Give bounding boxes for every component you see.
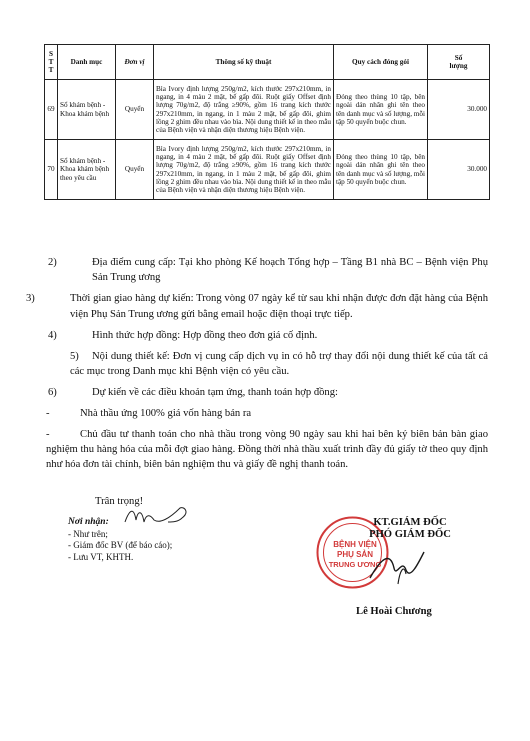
header-unit: Đơn vị	[116, 45, 154, 80]
cell-spec: Bìa Ivory định lượng 250g/m2, kích thước 297x210mm, in ngang, in 4 màu 2 mặt, bế gấp đôi. Ruột giấy Offset định lượng 70g/m2, độ trắng ≥90%, gồm 16 trang kích thước 297x210mm, in ngang, in 1 màu 2 mặt, bế gấp đôi, ghim lồng 2 ghim đều nhau vào bìa. Nội dung thiết kế in theo mẫu của Bệnh viện và nhận diện thương hiệu Bệnh viện.	[154, 80, 334, 140]
body-text	[26, 255, 488, 478]
recipients-block	[68, 517, 172, 563]
cell-spec: Bìa Ivory định lượng 250g/m2, kích thước 297x210mm, in ngang, in 4 màu 2 mặt, bế gấp đôi. Ruột giấy Offset định lượng 70g/m2, độ trắng ≥90%, gồm 16 trang kích thước 297x210mm, in ngang, in 1 màu 2 mặt, bế gấp đôi, ghim lồng 2 ghim đều nhau vào bìa. Nội dung thiết kế in theo mẫu của Bệnh viện và nhận diện thương hiệu Bệnh viện.	[154, 140, 334, 200]
svg-text:BỆNH VIỆN: BỆNH VIỆN	[333, 540, 377, 549]
item-2: 2) Địa điểm cung cấp: Tại kho phòng Kế hoạch Tổng hợp – Tầng B1 nhà BC – Bệnh viện Phụ Sản Trung ương	[48, 257, 488, 284]
header-packing: Quy cách đóng gói	[334, 45, 428, 80]
svg-text:TRUNG ƯƠNG: TRUNG ƯƠNG	[328, 560, 382, 569]
recipient-line: - Giám đốc BV (để báo cáo);	[68, 540, 173, 550]
cell-stt: 70	[45, 140, 58, 200]
item-6: 6) Dự kiến về các điều khoản tạm ứng, thanh toán hợp đồng:	[48, 386, 338, 398]
cell-category: Sổ khám bệnh - Khoa khám bệnh	[58, 80, 116, 140]
signature-line1: KT.GIÁM ĐỐC	[373, 517, 447, 528]
table-row	[45, 140, 490, 200]
bullet-1: - Nhà thầu ứng 100% giá vốn hàng bán ra	[46, 407, 252, 419]
cell-unit: Quyển	[116, 80, 154, 140]
item-3: 3) Thời gian giao hàng dự kiến: Trong vòng 07 ngày kể từ sau khi nhận được đơn đặt hàng của Bệnh viện Phụ Sản Trung ương gửi bằng email hoặc điện thoại trực tiếp.	[26, 293, 488, 320]
item-5: 5) Nội dung thiết kế: Đơn vị cung cấp dịch vụ in có hỗ trợ thay đổi nội dung thiết kế của tất cả các mục trong Danh mục khi Bệnh viện có yêu cầu.	[70, 350, 488, 377]
cell-quantity: 30.000	[428, 140, 490, 200]
svg-text:PHỤ SẢN: PHỤ SẢN	[336, 550, 374, 559]
cell-packing: Đóng theo thùng 10 tập, bên ngoài dán nhãn ghi tên theo tên danh mục và số lượng, mỗi tập 50 quyển buộc chun.	[334, 80, 428, 140]
header-category: Danh mục	[58, 45, 116, 80]
table-row	[45, 80, 490, 140]
closing-text: Trân trọng!	[95, 496, 144, 507]
recipients-title: Nơi nhận:	[68, 517, 109, 527]
header-spec: Thông số kỹ thuật	[154, 45, 334, 80]
item-4: 4) Hình thức hợp đồng: Hợp đồng theo đơn giá cố định.	[48, 329, 318, 341]
cell-packing: Đóng theo thùng 10 tập, bên ngoài dán nhãn ghi tên theo tên danh mục và số lượng, mỗi tập 50 quyển buộc chun.	[334, 140, 428, 200]
header-stt: S T T	[45, 45, 58, 80]
spec-table	[44, 44, 490, 200]
signer-name: Lê Hoài Chương	[356, 606, 432, 617]
recipient-line: - Lưu VT, KHTH.	[68, 551, 134, 562]
cell-category: Sổ khám bệnh - Khoa khám bệnh theo yêu cầu	[58, 140, 116, 200]
cell-unit: Quyển	[116, 140, 154, 200]
bullet-2: - Chủ đầu tư thanh toán cho nhà thầu trong vòng 90 ngày sau khi hai bên ký biên bản bàn giao nghiệm thu hàng hóa của mỗi đợt giao hàng. Đồng thời nhà thầu xuất trình đầy đủ giấy tờ theo quy định như hóa đơn tài chính, biên bản nghiệm thu và giấy đề nghị thanh toán.	[46, 428, 488, 471]
recipient-line: - Như trên;	[68, 528, 108, 539]
signature-title-block	[330, 517, 490, 541]
cell-quantity: 30.000	[428, 80, 490, 140]
signature-line2: PHÓ GIÁM ĐỐC	[369, 529, 451, 540]
header-quantity: Số lượng	[428, 45, 490, 80]
cell-stt: 69	[45, 80, 58, 140]
table-header-row	[45, 45, 490, 80]
director-signature	[360, 540, 430, 590]
